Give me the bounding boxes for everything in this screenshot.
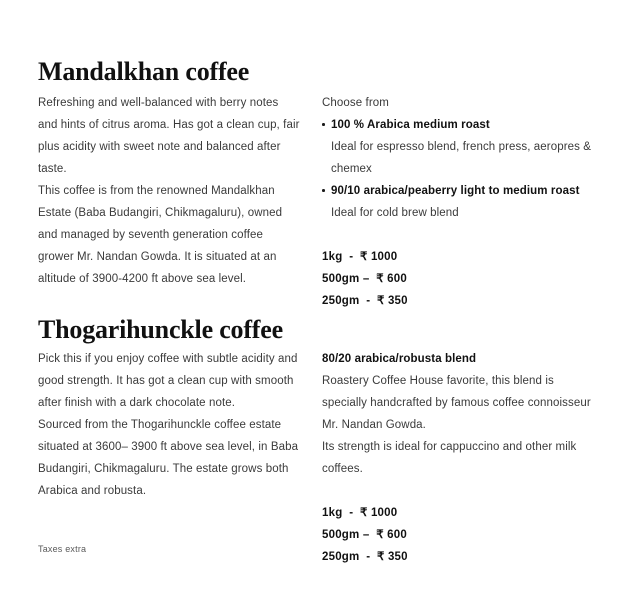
price-row: 1kg - ₹ 1000 — [322, 251, 398, 263]
roast-option-description: Ideal for espresso blend, french press, aeropres & chemex — [331, 141, 592, 175]
blend-description: Its strength is ideal for cappuccino and other milk coffees. — [322, 441, 577, 475]
taxes-extra-note: Taxes extra — [38, 544, 87, 554]
bullet-dot-icon — [322, 123, 325, 126]
price-list-mandalkhan — [322, 246, 602, 312]
description-column-thogarihunckle — [38, 348, 300, 502]
price-row: 250gm - ₹ 350 — [322, 551, 408, 563]
price-list-thogarihunckle — [322, 502, 602, 568]
roast-option-title: 100 % Arabica medium roast — [331, 119, 490, 131]
price-row: 500gm – ₹ 600 — [322, 273, 407, 285]
page-title-mandalkhan: Mandalkhan coffee — [38, 57, 250, 87]
roast-option-title: 90/10 arabica/peaberry light to medium roast — [331, 185, 580, 197]
description-column-mandalkhan — [38, 92, 300, 290]
list-item — [322, 114, 602, 180]
description-paragraph: This coffee is from the renowned Mandalkhan Estate (Baba Budangiri, Chikmagaluru), owned and managed by seventh generation coffee grower Mr. Nandan Gowda. It is situated at an altitude of 3900-4200 ft above sea level. — [38, 185, 283, 285]
blend-column-thogarihunckle — [322, 348, 602, 568]
description-paragraph: Refreshing and well-balanced with berry notes and hints of citrus aroma. Has got a clean cup, fair plus acidity with sweet note and balanced after taste. — [38, 97, 300, 175]
description-paragraph: Sourced from the Thogarihunckle coffee estate situated at 3600– 3900 ft above sea level, in Baba Budangiri, Chikmagaluru. The estate grows both Arabica and robusta. — [38, 419, 299, 497]
price-row: 1kg - ₹ 1000 — [322, 507, 398, 519]
price-row: 500gm – ₹ 600 — [322, 529, 407, 541]
options-column-mandalkhan — [322, 92, 602, 312]
list-item — [322, 180, 602, 224]
price-row: 250gm - ₹ 350 — [322, 295, 408, 307]
blend-description: Roastery Coffee House favorite, this blend is specially handcrafted by famous coffee connoisseur Mr. Nandan Gowda. — [322, 375, 591, 431]
roast-option-description: Ideal for cold brew blend — [331, 207, 459, 219]
blend-title: 80/20 arabica/robusta blend — [322, 353, 477, 365]
bullet-dot-icon — [322, 189, 325, 192]
page-title-thogarihunckle: Thogarihunckle coffee — [38, 315, 283, 345]
description-paragraph: Pick this if you enjoy coffee with subtle acidity and good strength. It has got a clean cup with smooth after finish with a dark chocolate note. — [38, 353, 298, 409]
choose-from-label: Choose from — [322, 97, 389, 109]
roast-option-list — [322, 114, 602, 224]
